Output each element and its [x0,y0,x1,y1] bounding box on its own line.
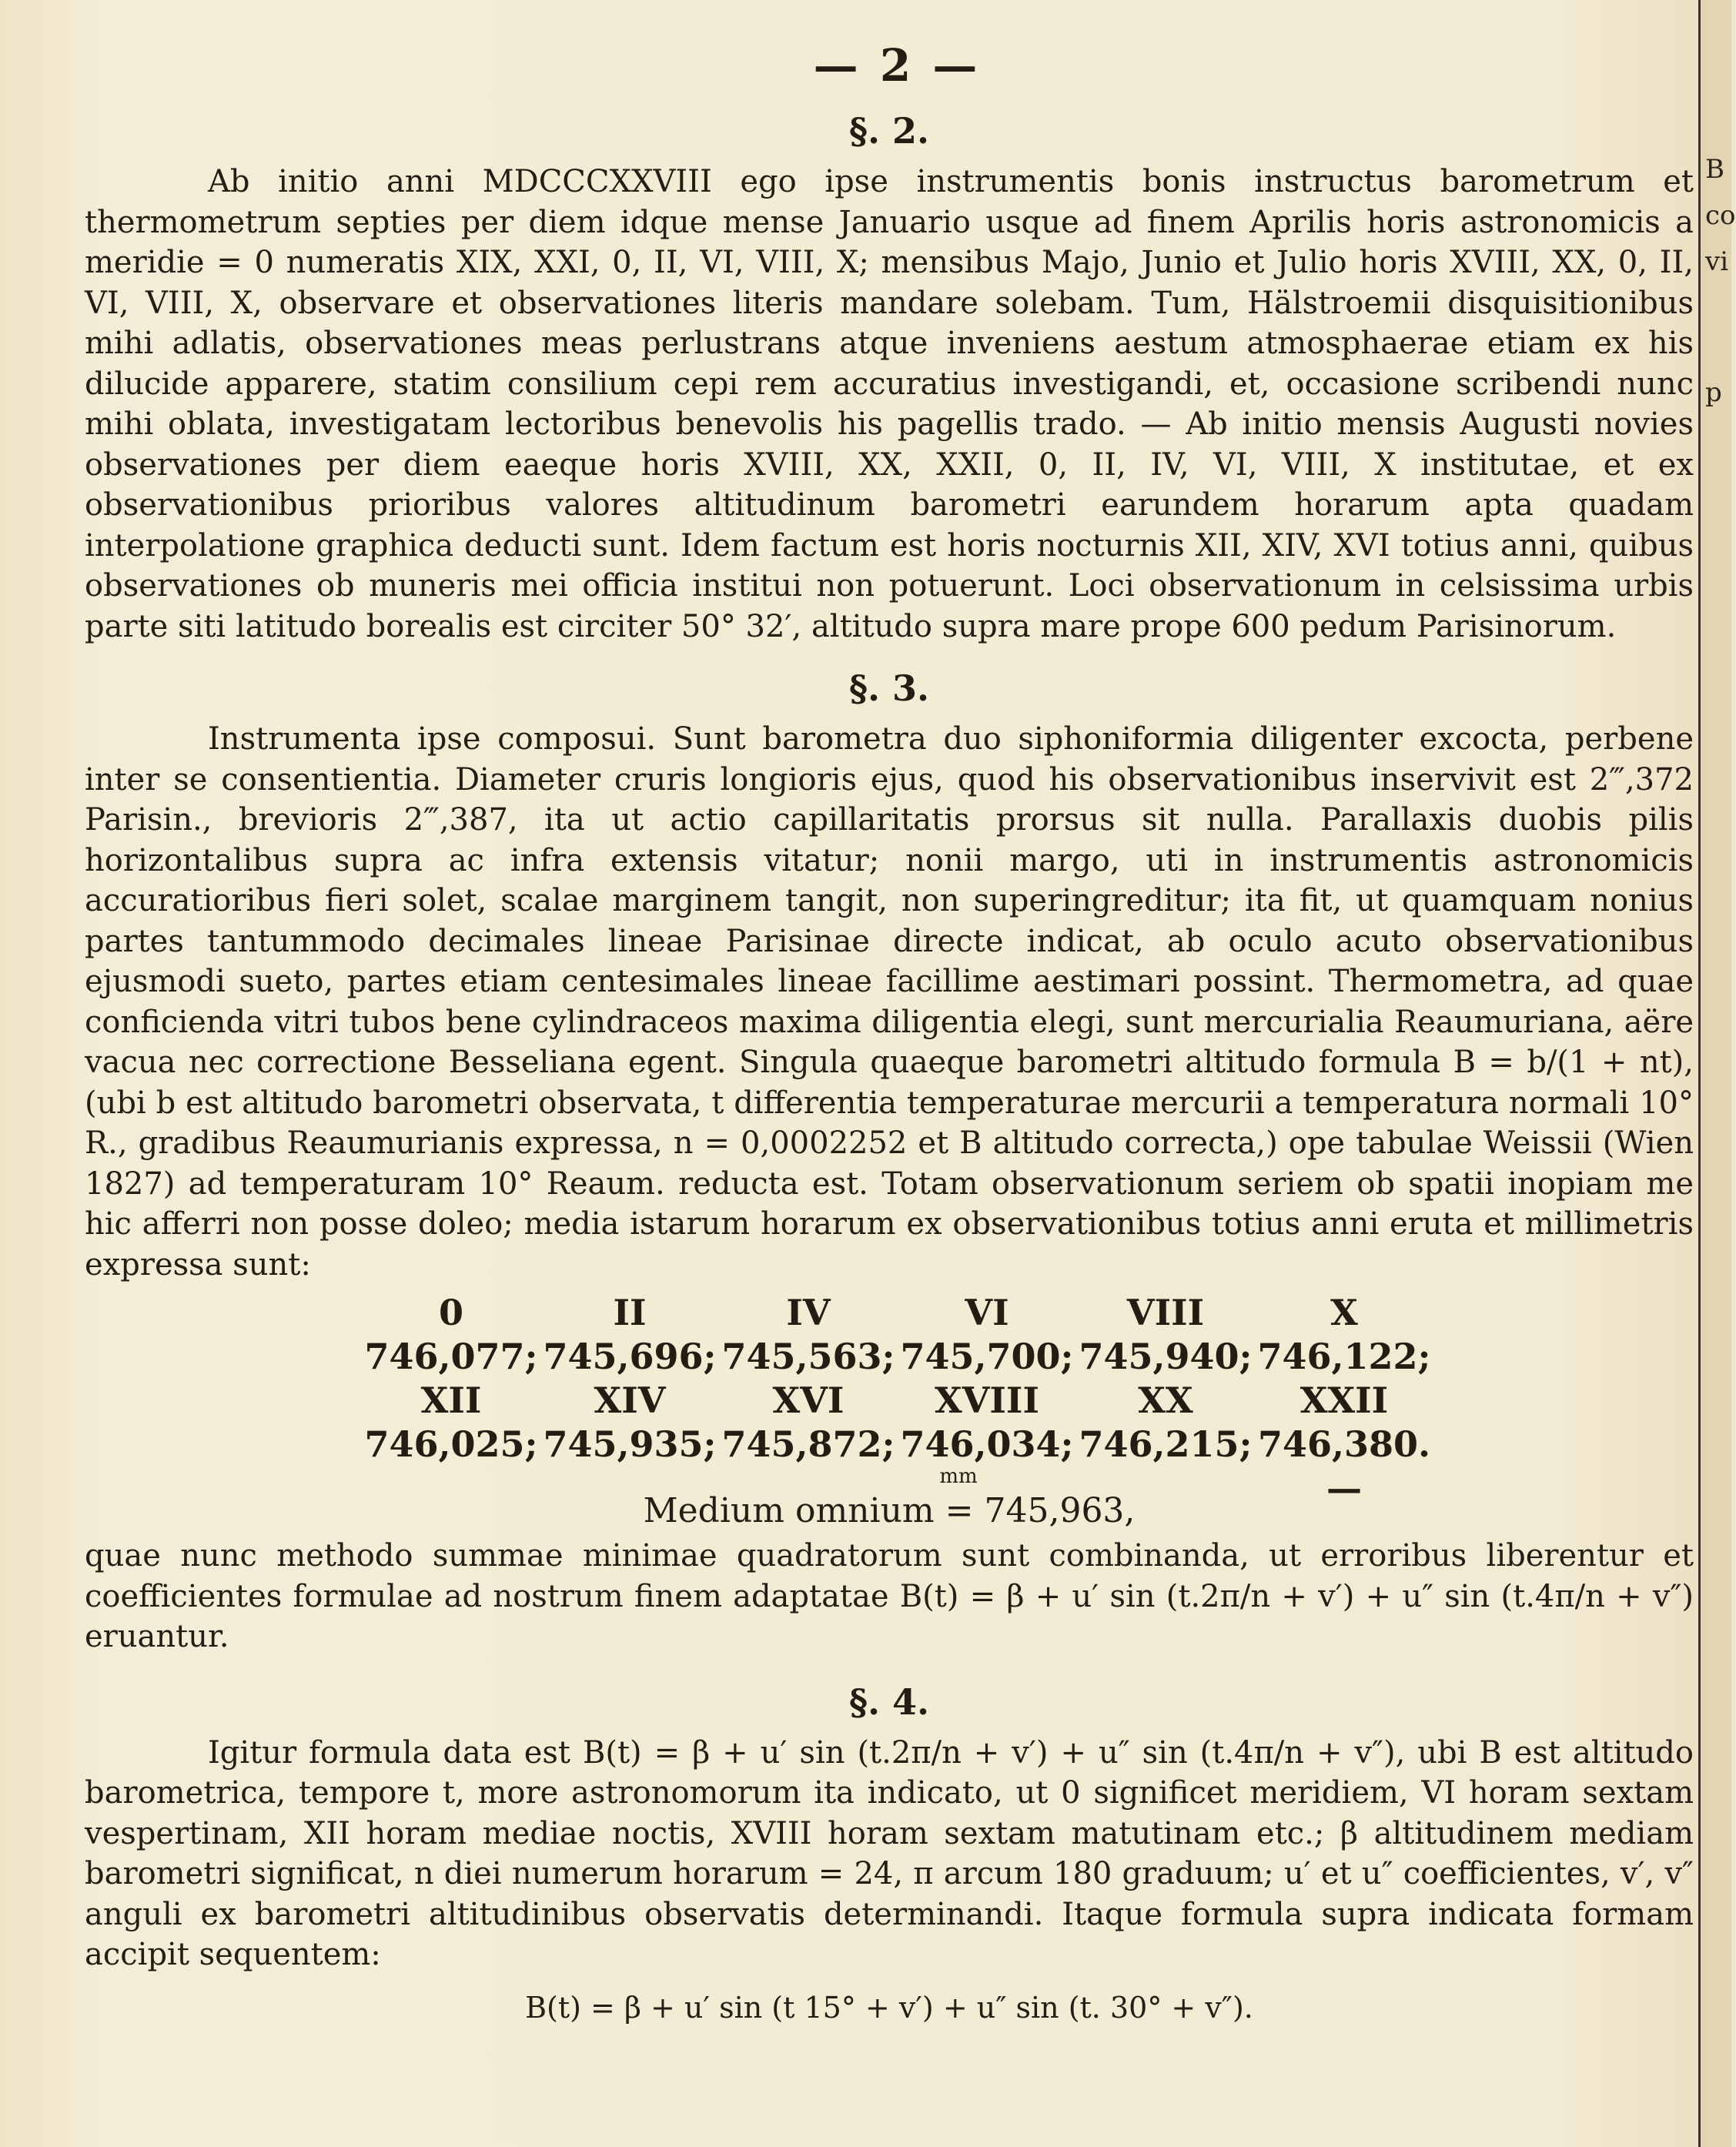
table-row [362,1335,1563,1379]
mean-value: 745,700; [900,1336,1074,1377]
final-formula: B(t) = β + u′ sin (t 15° + v′) + u″ sin (t. 30° + v″). [525,1990,1253,2025]
adjacent-page-edge [1698,0,1736,2147]
hour-label: X [1330,1292,1358,1333]
section-2-paragraph: Ab initio anni MDCCCXXVIII ego ipse instrumentis bonis instructus barometrum et thermometrum septies per diem idque mense Januario usque ad finem Aprilis horis astronomicis a meridie = 0 numeratis XIX, XXI, 0, II, VI, VIII, X; mensibus Majo, Junio et Julio horis XVIII, XX, 0, II, VI, VIII, X, observare et observationes literis mandare solebam. Tum, Hälstroemii disquisitionibus mihi adlatis, observationes meas perlustrans atque inveniens aestum atmosphaerae etiam ex his dilucide apparere, statim consilium cepi rem accuratius investigandi, et, occasione scribendi nunc mihi oblata, investigatam lectoribus benevolis his pagellis trado. — Ab initio mensis Augusti novies observationes per diem eaeque horis XVIII, XX, XXII, 0, II, IV, VI, VIII, X institutae, et ex observationibus prioribus valores altitudinum barometri earundem horarum apta quadam interpolatione graphica deducti sunt. Idem factum est horis nocturnis XII, XIV, XVI totius anni, quibus observationes ob muneris mei officia institui non potuerunt. Loci observationum in celsissima urbis parte siti latitudo borealis est circiter 50° 32′, altitudo supra mare prope 600 pedum Parisinorum. [85,164,1694,644]
table-row [362,1379,1563,1423]
hour-label: IV [786,1292,831,1333]
mean-value: 746,025; [364,1423,538,1465]
page-number: — 2 — [813,39,981,92]
margin-fragment: p [1705,377,1722,408]
hour-label: VIII [1126,1292,1205,1333]
unit-label: mm [939,1465,978,1488]
mean-value: 746,077; [364,1336,538,1377]
mean-value: 746,122; [1257,1336,1431,1377]
hour-label: XVI [772,1379,845,1421]
table-row [362,1291,1563,1335]
hour-label: XIV [594,1379,666,1421]
hour-label: XVIII [935,1379,1039,1421]
mean-value: 745,696; [543,1336,717,1377]
mean-value: 746,034; [900,1423,1074,1465]
section-4-paragraph: Igitur formula data est B(t) = β + u′ sin (t.2π/n + v′) + u″ sin (t.4π/n + v″), ubi B est altitudo barometrica, tempore t, more astronomorum ita indicato, ut 0 significet meridiem, VI horam sextam vespertinam, XII horam mediae noctis, XVIII horam sextam matutinam etc.; β altitudinem mediam barometri significat, n diei numerum horarum = 24, π arcum 180 graduum; u′ et u″ coefficientes, v′, v″ anguli ex barometri altitudinibus observatis determinandi. Itaque formula supra indicata formam accipit sequentem: [85,1734,1694,1972]
mean-value: 745,563; [721,1336,895,1377]
overall-mean: Medium omnium = 745,963, [643,1491,1136,1530]
hour-label: 0 [438,1292,463,1333]
hour-label: XX [1138,1379,1193,1421]
mean-value: 746,380. — [1257,1423,1431,1509]
section-3-closing: quae nunc methodo summae minimae quadratorum sunt combinanda, ut erroribus liberentur et coefficientes formulae ad nostrum finem adaptatae B(t) = β + u′ sin (t.2π/n + v′) + u″ sin (t.4π/n + v″) eruantur. [85,1538,1694,1654]
mean-value: 745,935; [543,1423,717,1465]
mean-value: 745,940; [1079,1336,1253,1377]
text-column [85,31,1694,2025]
mean-value: 746,215; [1079,1423,1253,1465]
section-heading-3: §. 3. [848,667,930,709]
section-heading-2: §. 2. [848,110,930,152]
margin-fragment: vi [1705,246,1729,277]
hour-label: II [613,1292,647,1333]
section-3-paragraph: Instrumenta ipse composui. Sunt barometra duo siphoniformia diligenter excocta, perbene inter se consentientia. Diameter cruris longioris ejus, quod his observationibus inservivit est 2‴,372 Parisin., brevioris 2‴,387, ita ut actio capillaritatis prorsus sit nulla. Parallaxis duobis pilis horizontalibus supra ac infra extensis vitatur; nonii margo, uti in instrumentis astronomicis accuratioribus fieri solet, scalae marginem tangit, non superingreditur; ita fit, ut quamquam nonius partes tantummodo decimales lineae Parisinae directe indicat, ab oculo acuto observationibus ejusmodi sueto, partes etiam centesimales lineae facillime aestimari possint. Thermometra, ad quae conficienda vitri tubos bene cylindraceos maxima diligentia elegi, sunt mercurialia Reaumuriana, aëre vacua nec correctione Besseliana egent. Singula quaeque barometri altitudo formula B = b/(1 + nt), (ubi b est altitudo barometri observata, t differentia temperaturae mercurii a temperatura normali 10° R., gradibus Reaumurianis expressa, n = 0,0002252 et B altitudo correcta,) ope tabulae Weissii (Wien 1827) ad temperaturam 10° Reaum. reducta est. Totam observationum seriem ob spatii inopiam me hic afferri non posse doleo; media istarum horarum ex observationibus totius anni eruta et millimetris expressa sunt: [85,721,1694,1283]
hour-label: XXII [1299,1379,1389,1421]
section-heading-4: §. 4. [848,1680,930,1723]
hour-label: XII [420,1379,482,1421]
hour-label: VI [965,1292,1009,1333]
margin-fragment: co [1705,200,1736,231]
mean-value: 745,872; [721,1423,895,1465]
margin-fragment: B [1705,154,1724,185]
